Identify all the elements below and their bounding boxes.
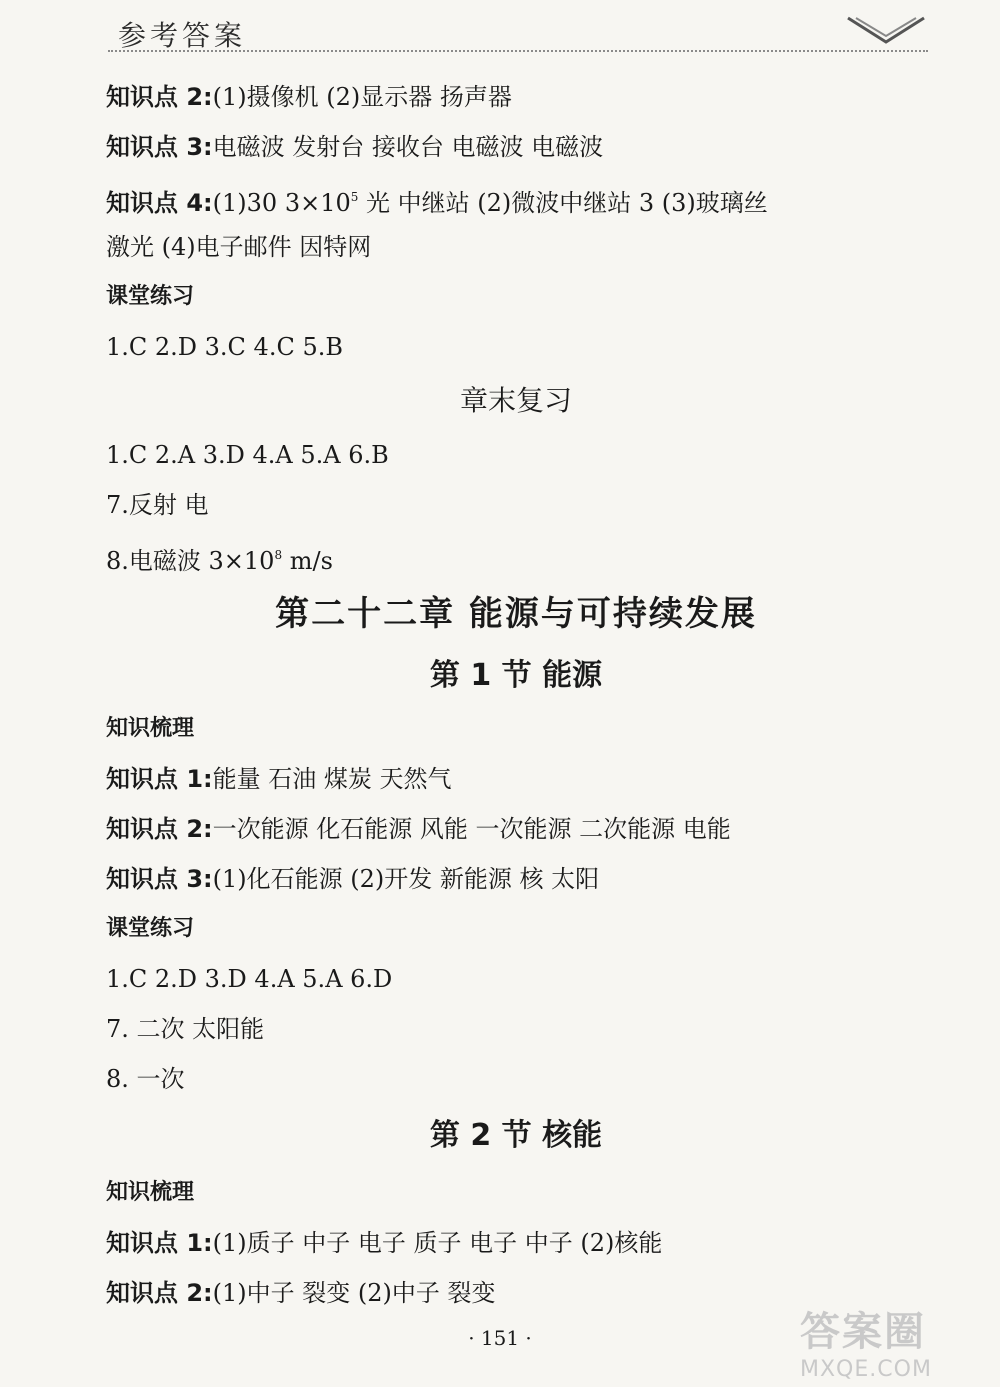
answer-text: (1)质子 中子 电子 质子 电子 中子 (2)核能	[212, 1229, 663, 1257]
answer-text: 能量 石油 煤炭 天然气	[212, 765, 452, 793]
answer-text: (1)30 3×10	[212, 189, 351, 217]
watermark-logo	[800, 1300, 990, 1380]
exponent: 8	[274, 548, 283, 562]
knowledge-point-line	[106, 804, 926, 854]
answer-text: 一次能源 化石能源 风能 一次能源 二次能源 电能	[212, 815, 731, 843]
answer-text: m/s	[282, 547, 333, 575]
subsection-heading: 课堂练习	[106, 916, 195, 941]
knowledge-point-line	[106, 122, 926, 172]
answer-line: 8. 一次	[106, 1065, 185, 1093]
knowledge-point-line	[106, 854, 926, 904]
answer-content	[106, 72, 926, 1318]
knowledge-point-label: 知识点 1:	[106, 1229, 213, 1257]
knowledge-point-line	[106, 72, 926, 122]
answer-line: 7.反射 电	[106, 491, 209, 519]
knowledge-point-line	[106, 1218, 926, 1268]
answer-text: (1)化石能源 (2)开发 新能源 核 太阳	[212, 865, 600, 893]
answer-text: 光 中继站 (2)微波中继站 3 (3)玻璃丝	[358, 189, 768, 217]
section-title: 第 2 节 核能	[429, 1118, 603, 1153]
page-header	[0, 0, 1000, 60]
knowledge-point-label: 知识点 2:	[106, 1279, 213, 1307]
page-number: · 151 ·	[468, 1326, 532, 1350]
knowledge-point-label: 知识点 3:	[106, 133, 213, 161]
answer-line	[106, 530, 926, 580]
knowledge-point-label: 知识点 3:	[106, 865, 213, 893]
answer-line: 1.C 2.A 3.D 4.A 5.A 6.B	[106, 441, 389, 469]
answer-line: 1.C 2.D 3.D 4.A 5.A 6.D	[106, 965, 393, 993]
header-decoration-icon	[846, 12, 926, 52]
answer-line: 1.C 2.D 3.C 4.C 5.B	[106, 333, 343, 361]
watermark-brand: 答案圈	[800, 1309, 926, 1355]
answer-text: (1)中子 裂变 (2)中子 裂变	[212, 1279, 496, 1307]
answer-line: 激光 (4)电子邮件 因特网	[106, 233, 372, 261]
section-title: 第 1 节 能源	[429, 658, 603, 693]
knowledge-point-label: 知识点 4:	[106, 189, 213, 217]
watermark-url: MXQE.COM	[800, 1357, 932, 1382]
chapter-title: 第二十二章 能源与可持续发展	[275, 594, 757, 634]
subsection-heading: 知识梳理	[106, 1180, 195, 1205]
knowledge-point-label: 知识点 1:	[106, 765, 213, 793]
answer-text: 电磁波 发射台 接收台 电磁波 电磁波	[212, 133, 604, 161]
subsection-heading: 课堂练习	[106, 284, 195, 309]
answer-text: (1)摄像机 (2)显示器 扬声器	[212, 83, 512, 111]
subsection-heading: 知识梳理	[106, 716, 195, 741]
header-divider	[108, 50, 928, 52]
exponent: 5	[350, 190, 359, 204]
answer-text: 8.电磁波 3×10	[106, 547, 275, 575]
knowledge-point-line	[106, 754, 926, 804]
header-title: 参考答案	[118, 19, 247, 52]
answer-line: 7. 二次 太阳能	[106, 1015, 265, 1043]
review-title: 章末复习	[459, 384, 572, 417]
knowledge-point-line	[106, 172, 926, 222]
knowledge-point-label: 知识点 2:	[106, 815, 213, 843]
knowledge-point-label: 知识点 2:	[106, 83, 213, 111]
